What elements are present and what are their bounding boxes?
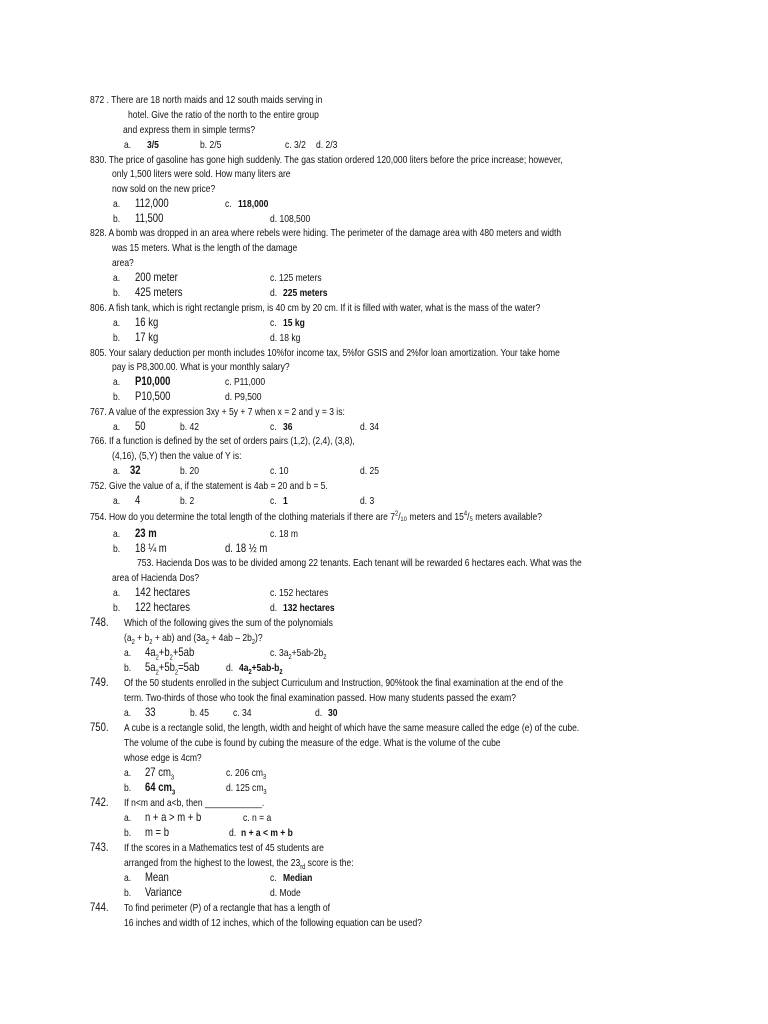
question-828-text: area? (112, 258, 134, 269)
choice-label: a. (113, 377, 121, 388)
exponent: 2 (149, 639, 153, 647)
question-766-text: 766. If a function is defined by the set of orders pairs (1,2), (2,4), (3,8), (90, 436, 355, 447)
choice-answer: 1 (283, 496, 288, 507)
choice-label: b. (113, 544, 121, 555)
choice-label: a. (113, 273, 121, 284)
question-872-text: 872 . There are 18 north maids and 12 south maids serving in (90, 95, 323, 106)
question-number: 749. (90, 676, 109, 689)
poly-part: 4a (145, 646, 156, 659)
choice-answer: 118,000 (238, 199, 269, 210)
choice-answer: Median (283, 873, 313, 884)
choice: 112,000 (135, 197, 169, 210)
question-number: 748. (90, 616, 109, 629)
question-743-text (124, 857, 354, 870)
choice: c. P11,000 (225, 377, 266, 388)
poly-part: )? (255, 633, 263, 644)
choice-answer (239, 662, 283, 675)
exponent: 3 (170, 774, 175, 782)
choice-answer: 15 kg (283, 318, 305, 329)
choice: 142 hectares (135, 586, 190, 599)
choice: 200 meter (135, 271, 178, 284)
poly-part: +5b (158, 661, 175, 674)
poly-part: +5ab-b (251, 663, 280, 674)
question-830-text: now sold on the new price? (112, 184, 216, 195)
question-766-text: (4,16), (5,Y) then the value of Y is: (112, 451, 242, 462)
choice-answer: P10,000 (135, 375, 171, 388)
question-748-text: Which of the following gives the sum of the polynomials (124, 618, 333, 629)
choice: 16 kg (135, 316, 159, 329)
question-753-text: 753. Hacienda Dos was to be divided among 22 tenants. Each tenant will be rewarded 6 hectares each. What was the (137, 558, 582, 569)
question-754-part: meters and 15 (409, 512, 464, 523)
choice-answer: n + a < m + b (241, 828, 293, 839)
choice: n + a > m + b (145, 811, 202, 824)
question-754-part: meters available? (475, 512, 543, 523)
choice: d. 3 (360, 496, 375, 507)
choice-answer: 225 meters (283, 288, 328, 299)
poly-part: +b (158, 646, 170, 659)
question-number: 743. (90, 841, 109, 854)
choice-label: a. (124, 140, 132, 151)
exponent: 2 (248, 669, 252, 677)
question-750-text: The volume of the cube is found by cubing the measure of the edge. What is the volume of the cube (124, 738, 501, 749)
choice-label: c. (270, 318, 277, 329)
exponent: 2 (279, 669, 283, 677)
choice: d. 18 kg (270, 333, 301, 344)
choice: c. 18 m (270, 529, 298, 540)
choice-label: b. (113, 392, 121, 403)
choice: c. 152 hectares (270, 588, 329, 599)
question-750-text: A cube is a rectangle solid, the length, width and height of which have the same measure called the edge (e) of the cube. (124, 723, 580, 734)
choice: P10,500 (135, 390, 171, 403)
choice: 18 ¼ m (135, 542, 167, 555)
question-744-text: To find perimeter (P) of a rectangle that has a length of (124, 903, 331, 914)
exponent: 2 (288, 654, 292, 662)
poly-part: 4a (239, 663, 249, 674)
choice (270, 647, 326, 660)
choice: b. 2 (180, 496, 195, 507)
choice (145, 646, 195, 662)
poly-part: 5a (145, 661, 156, 674)
choice: d. 18 ½ m (225, 542, 268, 555)
choice-label: d. (270, 603, 278, 614)
poly-part: +5ab (172, 646, 195, 659)
choice-label: d. (270, 288, 278, 299)
choice-label: c. (270, 873, 277, 884)
question-number: 742. (90, 796, 109, 809)
exponent: 2 (169, 654, 173, 662)
choice-label: a. (113, 422, 121, 433)
question-742-text: If n<m and a<b, then ____________. (124, 798, 265, 809)
choice: m = b (145, 826, 170, 839)
choice: Mean (145, 871, 169, 884)
choice: d. 25 (360, 466, 379, 477)
choice-label: a. (124, 648, 132, 659)
choice: b. 2/5 (200, 140, 222, 151)
exponent: 2 (251, 639, 256, 647)
exponent: 2 (174, 669, 179, 677)
poly-part: c. 3a (270, 648, 289, 659)
choice (226, 767, 266, 780)
exponent: 3 (171, 789, 176, 797)
question-743-text: If the scores in a Mathematics test of 45 students are (124, 843, 324, 854)
choice-label: a. (124, 813, 132, 824)
choice-label: a. (124, 768, 132, 779)
choice-value: d. 125 cm (226, 783, 264, 794)
choice: Variance (145, 886, 182, 899)
question-830-text: only 1,500 liters were sold. How many liters are (112, 169, 291, 180)
exponent: 3 (263, 789, 267, 797)
question-743-part: score is the: (307, 858, 354, 869)
choice-label: b. (124, 888, 132, 899)
question-number: 744. (90, 901, 109, 914)
question-748-text (124, 632, 263, 645)
exponent: 2 (323, 654, 327, 662)
choice-label: b. (113, 333, 121, 344)
choice-label: a. (124, 708, 132, 719)
choice: b. 45 (190, 708, 209, 719)
choice: d. 34 (360, 422, 379, 433)
question-767-text: 767. A value of the expression 3xy + 5y + 7 when x = 2 and y = 3 is: (90, 407, 345, 418)
choice: 33 (145, 706, 156, 719)
choice-value: 27 cm (145, 766, 171, 779)
choice-answer: 30 (328, 708, 338, 719)
fraction-denominator: /₅ (467, 512, 473, 523)
question-743-part: arranged from the highest to the lowest, the 23 (124, 858, 301, 869)
choice-label: d. (226, 663, 234, 674)
fraction-numerator: 4 (463, 510, 468, 518)
choice-label: d. (315, 708, 323, 719)
exponent: 2 (155, 654, 159, 662)
choice-answer: 23 m (135, 527, 157, 540)
exponent: 2 (155, 669, 159, 677)
poly-part: + 4ab – 2b (211, 633, 252, 644)
choice-label: b. (124, 828, 132, 839)
question-749-text: Of the 50 students enrolled in the subject Curriculum and Instruction, 90%took the final examination at the end of the (124, 678, 564, 689)
choice-label: a. (113, 199, 121, 210)
choice: d. 2/3 (316, 140, 338, 151)
poly-part: +5ab-2b (291, 648, 324, 659)
choice-label: a. (113, 466, 121, 477)
question-872-text: and express them in simple terms? (123, 125, 256, 136)
question-806-text: 806. A fish tank, which is right rectangle prism, is 40 cm by 20 cm. If it is filled with water, what is the mass of the water? (90, 303, 541, 314)
ordinal-suffix: rd (300, 864, 306, 872)
question-754-part: 754. How do you determine the total length of the clothing materials if there are 7 (90, 512, 396, 523)
choice-value: c. 206 cm (226, 768, 263, 779)
choice-answer: 132 hectares (283, 603, 335, 614)
choice-label: c. (225, 199, 232, 210)
choice-label: b. (113, 214, 121, 225)
choice-label: c. (270, 496, 277, 507)
question-830-text: 830. The price of gasoline has gone high suddenly. The gas station ordered 120,000 liters before the price increase; however, (90, 155, 563, 166)
poly-part: (a (124, 633, 132, 644)
question-828-text: 828. A bomb was dropped in an area where rebels were hiding. The perimeter of the damage area with 480 meters and width (90, 228, 562, 239)
choice: 11,500 (135, 212, 164, 225)
choice: c. 34 (233, 708, 252, 719)
choice-label: a. (113, 496, 121, 507)
choice-label: b. (124, 663, 132, 674)
choice-label: a. (113, 318, 121, 329)
question-754-text (90, 511, 542, 524)
poly-part: + ab) and (3a (154, 633, 206, 644)
question-828-text: was 15 meters. What is the length of the damage (112, 243, 298, 254)
choice-answer: 3/5 (147, 140, 159, 151)
choice: b. 42 (180, 422, 199, 433)
choice-label: d. (229, 828, 237, 839)
exponent: 2 (205, 639, 209, 647)
choice-label: b. (124, 783, 132, 794)
question-805-text: 805. Your salary deduction per month includes 10%for income tax, 5%for GSIS and 2%for loan amortization. Your take home (90, 348, 560, 359)
choice: 425 meters (135, 286, 183, 299)
choice-label: c. (270, 422, 277, 433)
choice-label: a. (113, 529, 121, 540)
choice-value: 64 cm (145, 781, 172, 794)
choice: b. 20 (180, 466, 199, 477)
choice: c. 10 (270, 466, 289, 477)
choice: d. Mode (270, 888, 301, 899)
poly-part: =5ab (178, 661, 200, 674)
fraction-denominator: /₁₀ (398, 512, 408, 523)
fraction-numerator: 2 (395, 510, 399, 518)
choice (145, 766, 175, 782)
choice-label: a. (113, 588, 121, 599)
choice: 4 (135, 494, 141, 507)
choice-label: a. (124, 873, 132, 884)
question-number: 750. (90, 721, 109, 734)
question-752-text: 752. Give the value of a, if the statement is 4ab = 20 and b = 5. (90, 481, 328, 492)
choice-label: b. (113, 603, 121, 614)
choice-answer (145, 781, 176, 797)
choice (145, 661, 200, 677)
question-750-text: whose edge is 4cm? (124, 753, 202, 764)
choice-label: b. (113, 288, 121, 299)
choice: 122 hectares (135, 601, 190, 614)
choice: d. P9,500 (225, 392, 262, 403)
choice: c. 125 meters (270, 273, 322, 284)
question-744-text: 16 inches and width of 12 inches, which of the following equation can be used? (124, 918, 422, 929)
choice-answer: 32 (130, 464, 141, 477)
exponent: 2 (131, 639, 135, 647)
choice: d. 108,500 (270, 214, 311, 225)
choice-answer: 36 (283, 422, 293, 433)
choice: 50 (135, 420, 146, 433)
question-805-text: pay is P8,300.00. What is your monthly salary? (112, 362, 290, 373)
choice: c. n = a (243, 813, 272, 824)
poly-part: + b (137, 633, 150, 644)
choice (226, 782, 267, 795)
choice: c. 3/2 (285, 140, 306, 151)
question-749-text: term. Two-thirds of those who took the final examination passed. How many students passed the exam? (124, 693, 516, 704)
question-872-text: hotel. Give the ratio of the north to the entire group (128, 110, 319, 121)
question-753-text: area of Hacienda Dos? (112, 573, 200, 584)
exponent: 3 (262, 774, 267, 782)
choice: 17 kg (135, 331, 159, 344)
